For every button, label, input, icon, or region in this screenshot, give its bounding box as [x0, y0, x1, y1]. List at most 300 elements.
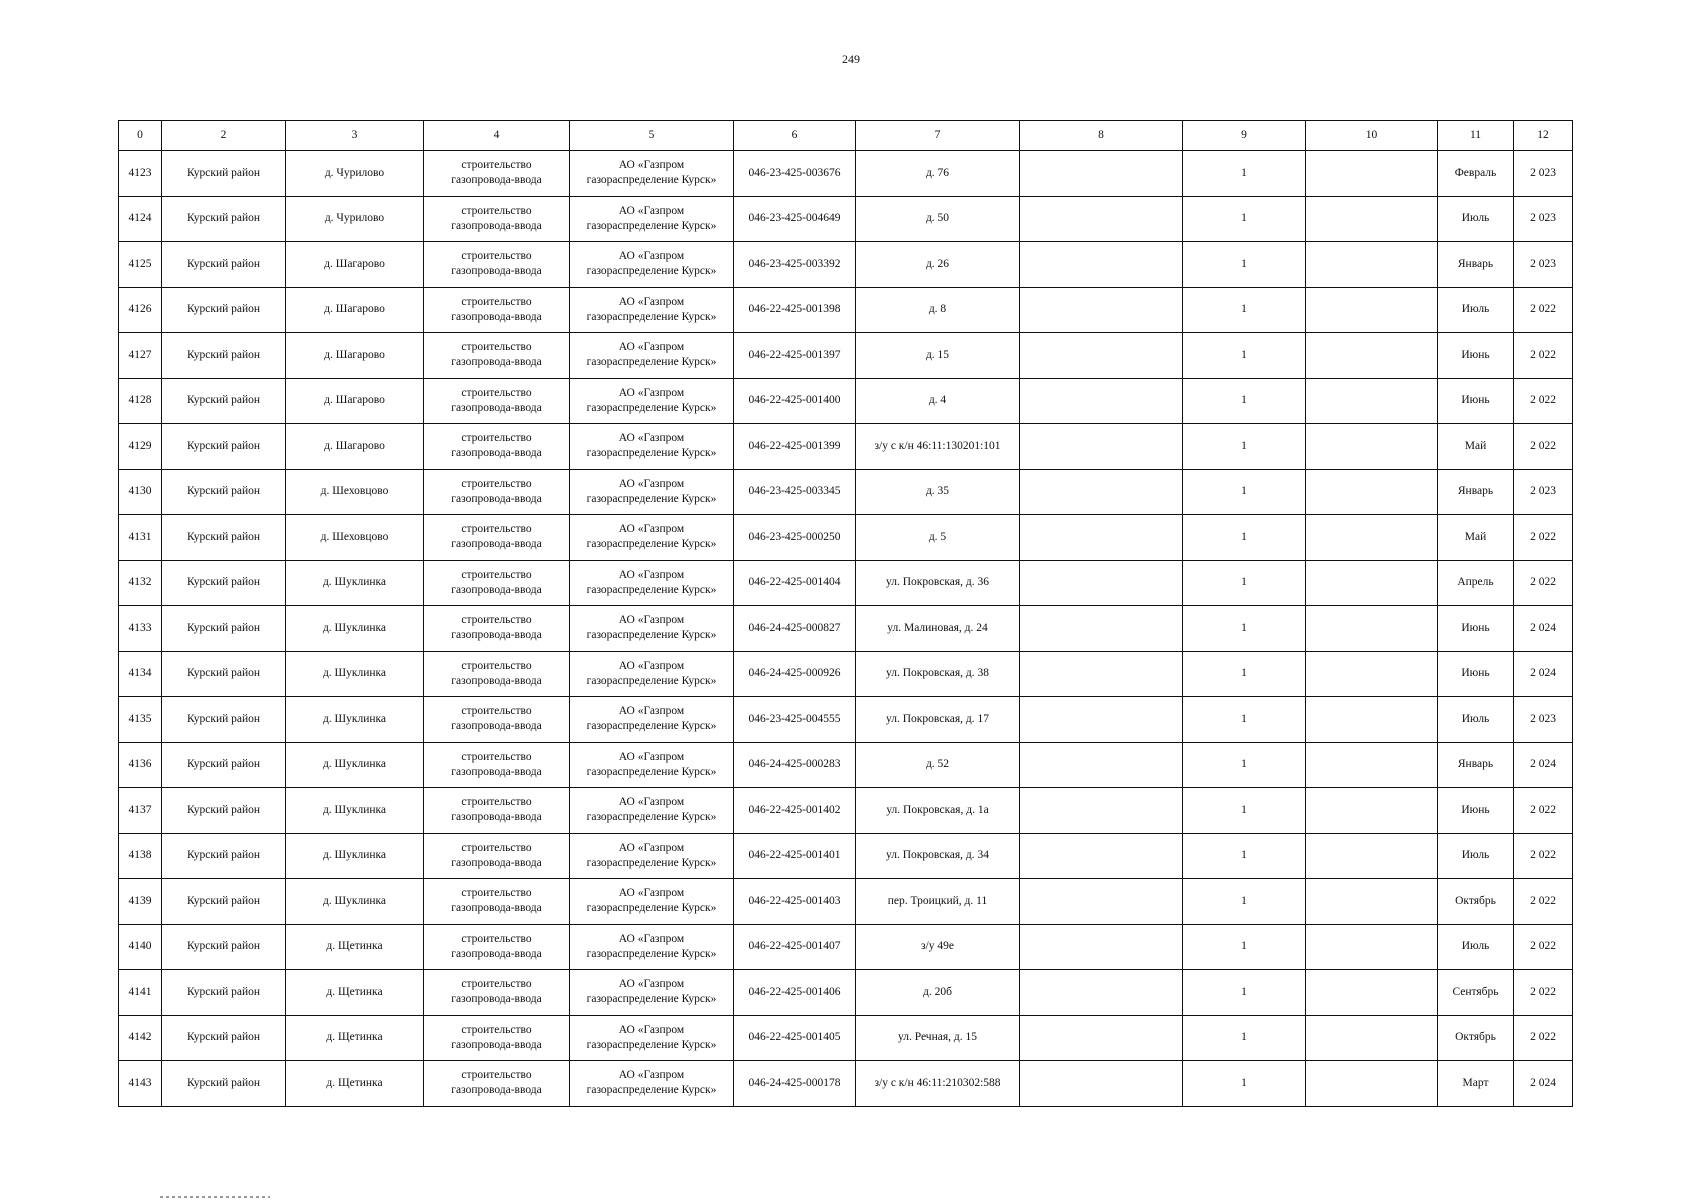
cell-month: Февраль	[1438, 151, 1514, 197]
cell-count: 1	[1183, 424, 1306, 470]
cell-year: 2 024	[1514, 651, 1573, 697]
cell-code: 046-22-425-001404	[734, 560, 856, 606]
cell-organization-line: АО «Газпром	[618, 341, 685, 354]
cell-organization	[570, 560, 734, 606]
cell-settlement: д. Шагарово	[286, 242, 424, 288]
cell-work-type	[424, 333, 570, 379]
cell-id: 4129	[119, 424, 162, 470]
cell-organization-line: газораспределение Курск»	[586, 993, 717, 1006]
cell-col10	[1306, 879, 1438, 925]
cell-district: Курский район	[162, 378, 286, 424]
table-row	[119, 970, 1573, 1016]
cell-organization	[570, 697, 734, 743]
cell-work-type-line: газопровода-ввода	[451, 765, 542, 778]
cell-code: 046-22-425-001397	[734, 333, 856, 379]
cell-organization	[570, 651, 734, 697]
cell-code: 046-24-425-000283	[734, 742, 856, 788]
cell-year: 2 024	[1514, 742, 1573, 788]
cell-address: д. 5	[856, 515, 1020, 561]
cell-id: 4123	[119, 151, 162, 197]
cell-work-type-line: газопровода-ввода	[451, 993, 542, 1006]
cell-count: 1	[1183, 879, 1306, 925]
cell-work-type	[424, 424, 570, 470]
table-row	[119, 469, 1573, 515]
cell-work-type-line: строительство	[461, 1023, 532, 1036]
cell-organization-line: АО «Газпром	[618, 1069, 685, 1082]
table-row	[119, 833, 1573, 879]
cell-count: 1	[1183, 697, 1306, 743]
cell-organization-line: газораспределение Курск»	[586, 492, 717, 505]
cell-work-type	[424, 833, 570, 879]
cell-code: 046-22-425-001406	[734, 970, 856, 1016]
cell-settlement: д. Щетинка	[286, 1015, 424, 1061]
cell-year: 2 022	[1514, 378, 1573, 424]
cell-year: 2 023	[1514, 151, 1573, 197]
cell-id: 4141	[119, 970, 162, 1016]
cell-year: 2 023	[1514, 697, 1573, 743]
cell-work-type-line: строительство	[461, 159, 532, 172]
cell-month: Март	[1438, 1061, 1514, 1107]
cell-work-type-line: газопровода-ввода	[451, 947, 542, 960]
cell-work-type	[424, 924, 570, 970]
cell-work-type	[424, 560, 570, 606]
cell-col10	[1306, 924, 1438, 970]
cell-col10	[1306, 560, 1438, 606]
cell-col10	[1306, 833, 1438, 879]
cell-id: 4133	[119, 606, 162, 652]
cell-organization-line: АО «Газпром	[618, 159, 685, 172]
cell-year: 2 022	[1514, 1015, 1573, 1061]
cell-work-type-line: строительство	[461, 659, 532, 672]
cell-work-type-line: строительство	[461, 841, 532, 854]
cell-organization	[570, 378, 734, 424]
cell-organization	[570, 242, 734, 288]
cell-organization-line: АО «Газпром	[618, 887, 685, 900]
cell-organization-line: АО «Газпром	[618, 386, 685, 399]
cell-count: 1	[1183, 606, 1306, 652]
cell-organization-line: газораспределение Курск»	[586, 765, 717, 778]
cell-work-type-line: строительство	[461, 386, 532, 399]
cell-col8	[1020, 924, 1183, 970]
cell-year: 2 022	[1514, 970, 1573, 1016]
cell-col10	[1306, 1061, 1438, 1107]
cell-organization	[570, 469, 734, 515]
cell-district: Курский район	[162, 242, 286, 288]
cell-address: ул. Речная, д. 15	[856, 1015, 1020, 1061]
cell-count: 1	[1183, 469, 1306, 515]
cell-id: 4127	[119, 333, 162, 379]
cell-month: Сентябрь	[1438, 970, 1514, 1016]
cell-district: Курский район	[162, 287, 286, 333]
cell-work-type-line: строительство	[461, 614, 532, 627]
cell-work-type-line: газопровода-ввода	[451, 492, 542, 505]
cell-col10	[1306, 697, 1438, 743]
table-row	[119, 697, 1573, 743]
cell-count: 1	[1183, 788, 1306, 834]
cell-organization	[570, 606, 734, 652]
table-row	[119, 879, 1573, 925]
cell-district: Курский район	[162, 560, 286, 606]
cell-organization	[570, 196, 734, 242]
cell-count: 1	[1183, 287, 1306, 333]
cell-organization-line: газораспределение Курск»	[586, 947, 717, 960]
cell-organization	[570, 742, 734, 788]
cell-organization-line: АО «Газпром	[618, 705, 685, 718]
cell-col8	[1020, 833, 1183, 879]
cell-work-type-line: строительство	[461, 750, 532, 763]
cell-work-type-line: строительство	[461, 568, 532, 581]
cell-work-type-line: строительство	[461, 295, 532, 308]
cell-work-type-line: строительство	[461, 204, 532, 217]
header-col-9: 9	[1183, 121, 1306, 151]
cell-district: Курский район	[162, 833, 286, 879]
cell-work-type-line: строительство	[461, 477, 532, 490]
cell-address: д. 26	[856, 242, 1020, 288]
cell-col8	[1020, 515, 1183, 561]
header-col-6: 6	[734, 121, 856, 151]
cell-year: 2 024	[1514, 1061, 1573, 1107]
cell-organization-line: АО «Газпром	[618, 796, 685, 809]
table-row	[119, 742, 1573, 788]
cell-settlement: д. Шагарово	[286, 378, 424, 424]
cell-col8	[1020, 424, 1183, 470]
cell-col8	[1020, 879, 1183, 925]
cell-organization-line: АО «Газпром	[618, 978, 685, 991]
cell-address: д. 4	[856, 378, 1020, 424]
cell-work-type-line: газопровода-ввода	[451, 219, 542, 232]
cell-col10	[1306, 515, 1438, 561]
cell-year: 2 022	[1514, 424, 1573, 470]
cell-month: Январь	[1438, 469, 1514, 515]
cell-district: Курский район	[162, 651, 286, 697]
cell-id: 4139	[119, 879, 162, 925]
cell-code: 046-22-425-001400	[734, 378, 856, 424]
cell-col8	[1020, 378, 1183, 424]
cell-count: 1	[1183, 560, 1306, 606]
cell-col10	[1306, 333, 1438, 379]
header-col-8: 8	[1020, 121, 1183, 151]
cell-settlement: д. Шеховцово	[286, 469, 424, 515]
cell-address: ул. Малиновая, д. 24	[856, 606, 1020, 652]
scan-artifact	[160, 1196, 270, 1198]
register-table	[118, 120, 1573, 1107]
cell-year: 2 022	[1514, 833, 1573, 879]
cell-organization-line: газораспределение Курск»	[586, 538, 717, 551]
cell-month: Октябрь	[1438, 879, 1514, 925]
cell-work-type-line: газопровода-ввода	[451, 174, 542, 187]
cell-organization-line: газораспределение Курск»	[586, 856, 717, 869]
cell-work-type-line: строительство	[461, 887, 532, 900]
cell-work-type	[424, 151, 570, 197]
cell-code: 046-22-425-001403	[734, 879, 856, 925]
cell-col8	[1020, 151, 1183, 197]
cell-address: пер. Троицкий, д. 11	[856, 879, 1020, 925]
table-row	[119, 1061, 1573, 1107]
table-row	[119, 424, 1573, 470]
cell-month: Январь	[1438, 742, 1514, 788]
cell-organization-line: АО «Газпром	[618, 568, 685, 581]
cell-work-type	[424, 287, 570, 333]
cell-count: 1	[1183, 742, 1306, 788]
cell-address: ул. Покровская, д. 1а	[856, 788, 1020, 834]
table-row	[119, 151, 1573, 197]
cell-organization-line: АО «Газпром	[618, 659, 685, 672]
cell-settlement: д. Щетинка	[286, 1061, 424, 1107]
cell-organization-line: газораспределение Курск»	[586, 1084, 717, 1097]
cell-organization-line: газораспределение Курск»	[586, 265, 717, 278]
cell-year: 2 022	[1514, 560, 1573, 606]
cell-organization	[570, 287, 734, 333]
cell-work-type	[424, 469, 570, 515]
cell-year: 2 024	[1514, 606, 1573, 652]
cell-month: Июнь	[1438, 651, 1514, 697]
cell-organization-line: АО «Газпром	[618, 523, 685, 536]
cell-col10	[1306, 196, 1438, 242]
cell-col10	[1306, 651, 1438, 697]
cell-settlement: д. Чурилово	[286, 196, 424, 242]
cell-count: 1	[1183, 378, 1306, 424]
cell-month: Июль	[1438, 697, 1514, 743]
cell-address: д. 8	[856, 287, 1020, 333]
header-col-11: 11	[1438, 121, 1514, 151]
cell-month: Апрель	[1438, 560, 1514, 606]
cell-address: ул. Покровская, д. 17	[856, 697, 1020, 743]
cell-id: 4138	[119, 833, 162, 879]
cell-organization	[570, 151, 734, 197]
table-row	[119, 333, 1573, 379]
table-row	[119, 924, 1573, 970]
cell-organization	[570, 424, 734, 470]
cell-code: 046-23-425-000250	[734, 515, 856, 561]
cell-work-type	[424, 1061, 570, 1107]
cell-month: Июль	[1438, 287, 1514, 333]
table-row	[119, 378, 1573, 424]
cell-work-type-line: строительство	[461, 1069, 532, 1082]
cell-code: 046-24-425-000926	[734, 651, 856, 697]
cell-organization-line: газораспределение Курск»	[586, 674, 717, 687]
cell-count: 1	[1183, 1015, 1306, 1061]
cell-address: д. 35	[856, 469, 1020, 515]
cell-code: 046-22-425-001405	[734, 1015, 856, 1061]
cell-col8	[1020, 469, 1183, 515]
cell-address: ул. Покровская, д. 34	[856, 833, 1020, 879]
table-body	[119, 151, 1573, 1107]
cell-district: Курский район	[162, 1061, 286, 1107]
cell-col8	[1020, 333, 1183, 379]
cell-year: 2 022	[1514, 879, 1573, 925]
cell-organization-line: газораспределение Курск»	[586, 447, 717, 460]
header-col-7: 7	[856, 121, 1020, 151]
cell-settlement: д. Шагарово	[286, 424, 424, 470]
cell-count: 1	[1183, 333, 1306, 379]
cell-id: 4128	[119, 378, 162, 424]
cell-year: 2 022	[1514, 333, 1573, 379]
cell-organization-line: АО «Газпром	[618, 295, 685, 308]
cell-district: Курский район	[162, 879, 286, 925]
cell-col8	[1020, 560, 1183, 606]
cell-organization	[570, 333, 734, 379]
cell-organization-line: АО «Газпром	[618, 477, 685, 490]
header-row	[119, 121, 1573, 151]
cell-work-type-line: газопровода-ввода	[451, 629, 542, 642]
cell-organization-line: газораспределение Курск»	[586, 310, 717, 323]
table-row	[119, 242, 1573, 288]
cell-district: Курский район	[162, 697, 286, 743]
cell-address: з/у с к/н 46:11:130201:101	[856, 424, 1020, 470]
cell-work-type-line: газопровода-ввода	[451, 674, 542, 687]
page-number: 249	[842, 52, 860, 66]
cell-month: Июнь	[1438, 378, 1514, 424]
cell-work-type	[424, 970, 570, 1016]
cell-id: 4135	[119, 697, 162, 743]
cell-address: з/у с к/н 46:11:210302:588	[856, 1061, 1020, 1107]
cell-organization-line: газораспределение Курск»	[586, 629, 717, 642]
cell-settlement: д. Шуклинка	[286, 651, 424, 697]
cell-settlement: д. Шуклинка	[286, 833, 424, 879]
cell-col10	[1306, 788, 1438, 834]
table-row	[119, 515, 1573, 561]
cell-col10	[1306, 469, 1438, 515]
cell-month: Июнь	[1438, 333, 1514, 379]
cell-settlement: д. Шуклинка	[286, 879, 424, 925]
cell-organization-line: газораспределение Курск»	[586, 219, 717, 232]
cell-month: Июль	[1438, 196, 1514, 242]
cell-work-type	[424, 651, 570, 697]
cell-organization-line: газораспределение Курск»	[586, 811, 717, 824]
cell-id: 4124	[119, 196, 162, 242]
cell-id: 4136	[119, 742, 162, 788]
cell-district: Курский район	[162, 196, 286, 242]
cell-work-type-line: газопровода-ввода	[451, 310, 542, 323]
cell-code: 046-24-425-000827	[734, 606, 856, 652]
cell-organization-line: газораспределение Курск»	[586, 1038, 717, 1051]
cell-work-type	[424, 879, 570, 925]
cell-work-type	[424, 515, 570, 561]
cell-work-type-line: газопровода-ввода	[451, 583, 542, 596]
cell-year: 2 023	[1514, 196, 1573, 242]
cell-col8	[1020, 970, 1183, 1016]
cell-code: 046-23-425-003345	[734, 469, 856, 515]
cell-id: 4140	[119, 924, 162, 970]
cell-year: 2 022	[1514, 287, 1573, 333]
header-col-10: 10	[1306, 121, 1438, 151]
cell-count: 1	[1183, 833, 1306, 879]
cell-month: Май	[1438, 424, 1514, 470]
cell-organization-line: АО «Газпром	[618, 932, 685, 945]
cell-address: ул. Покровская, д. 38	[856, 651, 1020, 697]
cell-district: Курский район	[162, 1015, 286, 1061]
cell-col8	[1020, 606, 1183, 652]
cell-work-type-line: газопровода-ввода	[451, 265, 542, 278]
cell-settlement: д. Шуклинка	[286, 697, 424, 743]
cell-month: Июнь	[1438, 606, 1514, 652]
cell-work-type-line: газопровода-ввода	[451, 1084, 542, 1097]
cell-id: 4125	[119, 242, 162, 288]
table-row	[119, 788, 1573, 834]
cell-organization	[570, 515, 734, 561]
cell-organization-line: АО «Газпром	[618, 250, 685, 263]
cell-organization-line: газораспределение Курск»	[586, 720, 717, 733]
cell-settlement: д. Щетинка	[286, 970, 424, 1016]
cell-settlement: д. Шуклинка	[286, 742, 424, 788]
cell-organization-line: АО «Газпром	[618, 750, 685, 763]
cell-col8	[1020, 287, 1183, 333]
cell-count: 1	[1183, 196, 1306, 242]
cell-district: Курский район	[162, 515, 286, 561]
cell-work-type-line: газопровода-ввода	[451, 720, 542, 733]
cell-col8	[1020, 788, 1183, 834]
cell-id: 4142	[119, 1015, 162, 1061]
cell-work-type-line: строительство	[461, 978, 532, 991]
header-col-2: 2	[162, 121, 286, 151]
cell-district: Курский район	[162, 970, 286, 1016]
table-row	[119, 196, 1573, 242]
cell-id: 4143	[119, 1061, 162, 1107]
cell-col10	[1306, 606, 1438, 652]
cell-month: Июль	[1438, 833, 1514, 879]
cell-code: 046-23-425-004649	[734, 196, 856, 242]
cell-year: 2 023	[1514, 469, 1573, 515]
cell-district: Курский район	[162, 606, 286, 652]
cell-settlement: д. Шуклинка	[286, 606, 424, 652]
cell-code: 046-23-425-004555	[734, 697, 856, 743]
cell-col10	[1306, 242, 1438, 288]
cell-settlement: д. Щетинка	[286, 924, 424, 970]
cell-organization-line: газораспределение Курск»	[586, 401, 717, 414]
cell-id: 4126	[119, 287, 162, 333]
cell-month: Июнь	[1438, 788, 1514, 834]
cell-count: 1	[1183, 151, 1306, 197]
cell-code: 046-23-425-003676	[734, 151, 856, 197]
cell-settlement: д. Чурилово	[286, 151, 424, 197]
cell-work-type	[424, 242, 570, 288]
cell-col8	[1020, 196, 1183, 242]
cell-id: 4134	[119, 651, 162, 697]
cell-col8	[1020, 697, 1183, 743]
cell-month: Январь	[1438, 242, 1514, 288]
cell-count: 1	[1183, 1061, 1306, 1107]
cell-settlement: д. Шагарово	[286, 287, 424, 333]
cell-organization-line: АО «Газпром	[618, 432, 685, 445]
cell-count: 1	[1183, 651, 1306, 697]
cell-district: Курский район	[162, 742, 286, 788]
cell-month: Октябрь	[1438, 1015, 1514, 1061]
cell-organization-line: газораспределение Курск»	[586, 174, 717, 187]
cell-organization-line: АО «Газпром	[618, 841, 685, 854]
cell-count: 1	[1183, 515, 1306, 561]
header-col-12: 12	[1514, 121, 1573, 151]
table-row	[119, 651, 1573, 697]
cell-settlement: д. Шуклинка	[286, 788, 424, 834]
cell-work-type-line: газопровода-ввода	[451, 856, 542, 869]
cell-work-type	[424, 378, 570, 424]
cell-organization-line: газораспределение Курск»	[586, 356, 717, 369]
cell-address: д. 15	[856, 333, 1020, 379]
cell-address: д. 50	[856, 196, 1020, 242]
cell-work-type-line: газопровода-ввода	[451, 538, 542, 551]
cell-district: Курский район	[162, 333, 286, 379]
cell-organization	[570, 788, 734, 834]
cell-id: 4132	[119, 560, 162, 606]
cell-work-type-line: газопровода-ввода	[451, 902, 542, 915]
header-col-3: 3	[286, 121, 424, 151]
header-col-4: 4	[424, 121, 570, 151]
cell-work-type	[424, 1015, 570, 1061]
cell-address: ул. Покровская, д. 36	[856, 560, 1020, 606]
cell-work-type-line: строительство	[461, 932, 532, 945]
table-row	[119, 606, 1573, 652]
cell-work-type	[424, 606, 570, 652]
